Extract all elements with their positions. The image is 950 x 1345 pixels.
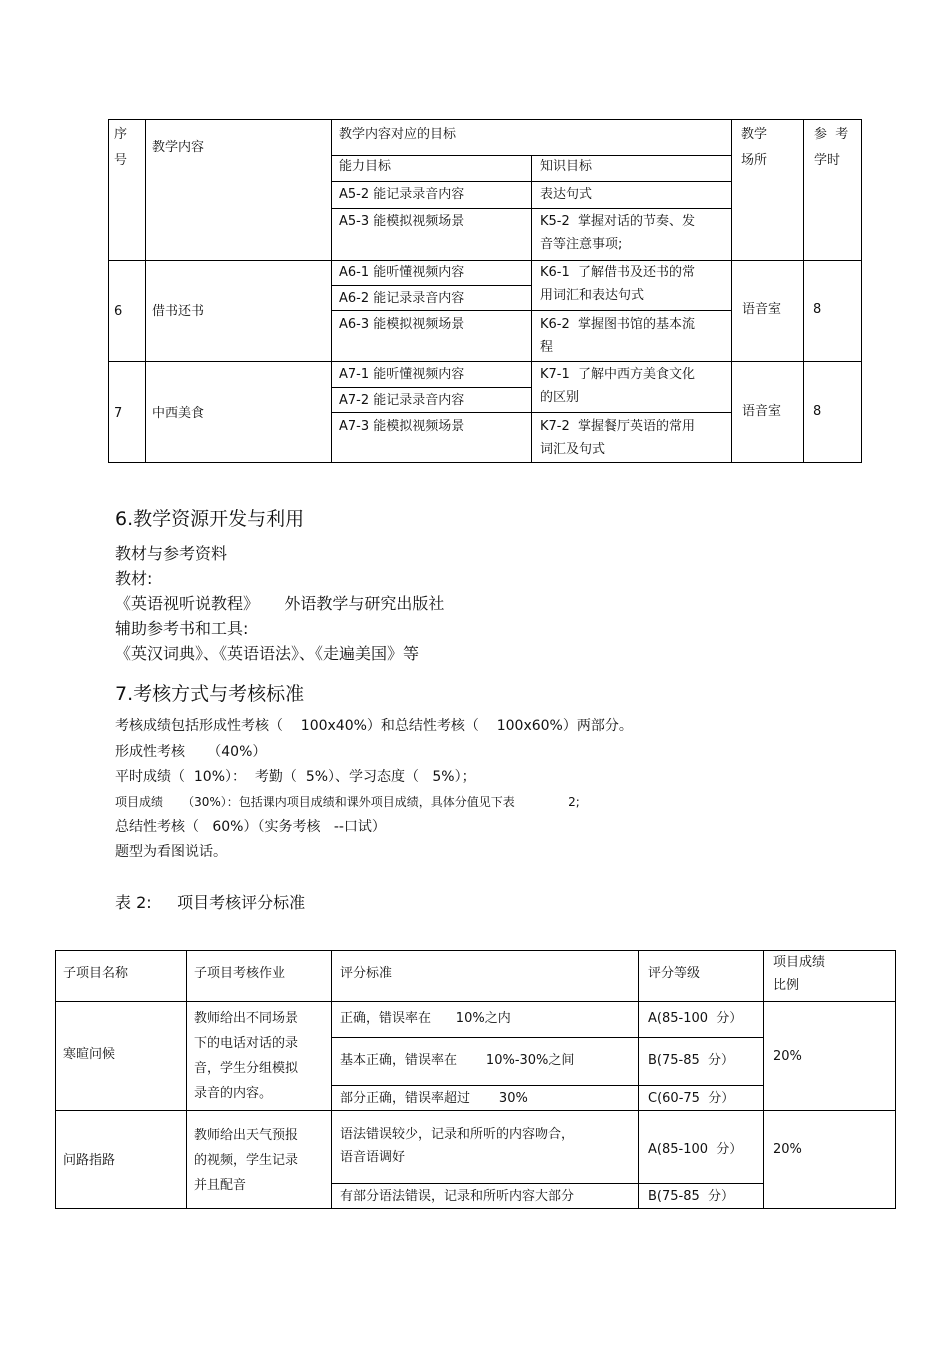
section6-heading: 6.教学资源开发与利用 — [115, 508, 305, 530]
header-knowledge: 知识目标 — [540, 159, 593, 174]
table-line — [331, 1085, 763, 1086]
table-line — [331, 285, 531, 286]
table-line — [331, 1183, 763, 1184]
row7-seq: 7 — [114, 406, 123, 421]
section6-line: 教材与参考资料 — [115, 544, 228, 563]
table-line — [55, 950, 896, 951]
table-cell: K5-2 掌握对话的节奏、发 音等注意事项; — [540, 214, 696, 252]
table-line — [55, 1110, 896, 1111]
section6-line: 教材: — [115, 569, 153, 588]
table-line — [531, 155, 532, 463]
t2-row2-ratio: 20% — [773, 1142, 802, 1157]
row7-place: 语音室 — [742, 404, 782, 419]
table-line — [803, 119, 804, 463]
t2-row1-name: 寒暄问候 — [63, 1047, 116, 1062]
header-place: 教学 场所 — [741, 127, 768, 168]
section6-line: 《英语视听说教程》 外语教学与研究出版社 — [115, 594, 445, 613]
table-line — [763, 950, 764, 1209]
table-line — [145, 119, 146, 463]
t2-header-ratio: 项目成绩 比例 — [773, 955, 826, 993]
table-cell: A6-3 能模拟视频场景 — [339, 317, 465, 332]
table-line — [331, 1037, 763, 1038]
header-content: 教学内容 — [152, 140, 205, 155]
table-line — [108, 462, 861, 463]
t2-header-name: 子项目名称 — [63, 966, 129, 981]
table-line — [186, 950, 187, 1209]
header-ability: 能力目标 — [339, 159, 392, 174]
row7-hours: 8 — [813, 404, 822, 419]
t2-row1-task: 教师给出不同场景 下的电话对话的录 音，学生分组模拟 录音的内容。 — [194, 1011, 299, 1101]
section7-line: 平时成绩（ 10%）： 考勤（ 5%）、学习态度（ 5%）； — [115, 769, 476, 785]
t2-row2-task: 教师给出天气预报 的视频，学生记录 并且配音 — [194, 1128, 299, 1193]
table-cell: 部分正确，错误率超过 30% — [340, 1091, 528, 1106]
table-line — [108, 361, 861, 362]
table-cell: 基本正确，错误率在 10%-30%之间 — [340, 1053, 575, 1068]
table-line — [108, 119, 109, 463]
table-line — [731, 119, 732, 463]
table-cell: A(85-100 分） — [648, 1011, 743, 1026]
header-hours: 参 考 学时 — [814, 127, 849, 168]
t2-row2-name: 问路指路 — [63, 1153, 116, 1168]
section7-line: 总结性考核（ 60%）（实务考核 --口试） — [115, 819, 386, 835]
table-cell: A(85-100 分） — [648, 1142, 743, 1157]
table-cell: B(75-85 分） — [648, 1053, 735, 1068]
table-line — [331, 119, 332, 463]
table-cell: A5-3 能模拟视频场景 — [339, 214, 465, 229]
header-seq: 序 号 — [114, 127, 128, 168]
table-line — [895, 950, 896, 1209]
row7-content: 中西美食 — [152, 406, 205, 421]
table-line — [331, 387, 531, 388]
table-line — [55, 1001, 896, 1002]
table-cell: A7-1 能听懂视频内容 — [339, 367, 465, 382]
header-goals: 教学内容对应的目标 — [339, 127, 457, 142]
table-cell: K7-2 掌握餐厅英语的常用 词汇及句式 — [540, 419, 696, 457]
section6-line: 《英汉词典》、《英语语法》、《走遍美国》等 — [115, 644, 420, 663]
table-line — [108, 260, 861, 261]
t2-header-task: 子项目考核作业 — [194, 966, 286, 981]
row6-content: 借书还书 — [152, 304, 205, 319]
table-line — [55, 1208, 896, 1209]
table2-caption: 表 2: 项目考核评分标准 — [115, 893, 306, 912]
table-cell: K6-1 了解借书及还书的常 用词汇和表达句式 — [540, 265, 696, 303]
table-line — [55, 950, 56, 1209]
row6-hours: 8 — [813, 302, 822, 317]
t2-header-criteria: 评分标准 — [340, 966, 393, 981]
t2-row1-ratio: 20% — [773, 1049, 802, 1064]
table-cell: K7-1 了解中西方美食文化 的区别 — [540, 367, 696, 405]
table-cell: 有部分语法错误，记录和所听内容大部分 — [340, 1189, 575, 1204]
row6-place: 语音室 — [742, 302, 782, 317]
table-cell: A6-1 能听懂视频内容 — [339, 265, 465, 280]
table-cell: 语法错误较少，记录和所听的内容吻合， 语音语调好 — [340, 1127, 575, 1165]
row6-seq: 6 — [114, 304, 123, 319]
table-line — [331, 950, 332, 1209]
table-cell: A6-2 能记录录音内容 — [339, 291, 465, 306]
table-line — [638, 950, 639, 1209]
table-cell: 正确，错误率在 10%之内 — [340, 1011, 511, 1026]
table-cell: 表达句式 — [540, 187, 593, 202]
table-cell: A7-2 能记录录音内容 — [339, 393, 465, 408]
section7-heading: 7.考核方式与考核标准 — [115, 683, 305, 705]
section7-line: 形成性考核 （40%） — [115, 744, 267, 760]
t2-header-grade: 评分等级 — [648, 966, 701, 981]
table-line — [861, 119, 862, 463]
table-cell: B(75-85 分） — [648, 1189, 735, 1204]
section7-line: 考核成绩包括形成性考核（ 100x40%）和总结性考核（ 100x60%）两部分。 — [115, 718, 633, 734]
section6-line: 辅助参考书和工具: — [115, 619, 249, 638]
section7-line: 题型为看图说话。 — [115, 844, 227, 860]
table-cell: A5-2 能记录录音内容 — [339, 187, 465, 202]
table-cell: K6-2 掌握图书馆的基本流 程 — [540, 317, 696, 355]
section7-line: 项目成绩 （30%）：包括课内项目成绩和课外项目成绩，具体分值见下表 2; — [115, 795, 580, 809]
table-cell: C(60-75 分） — [648, 1091, 735, 1106]
table-cell: A7-3 能模拟视频场景 — [339, 419, 465, 434]
table-line — [108, 119, 861, 120]
